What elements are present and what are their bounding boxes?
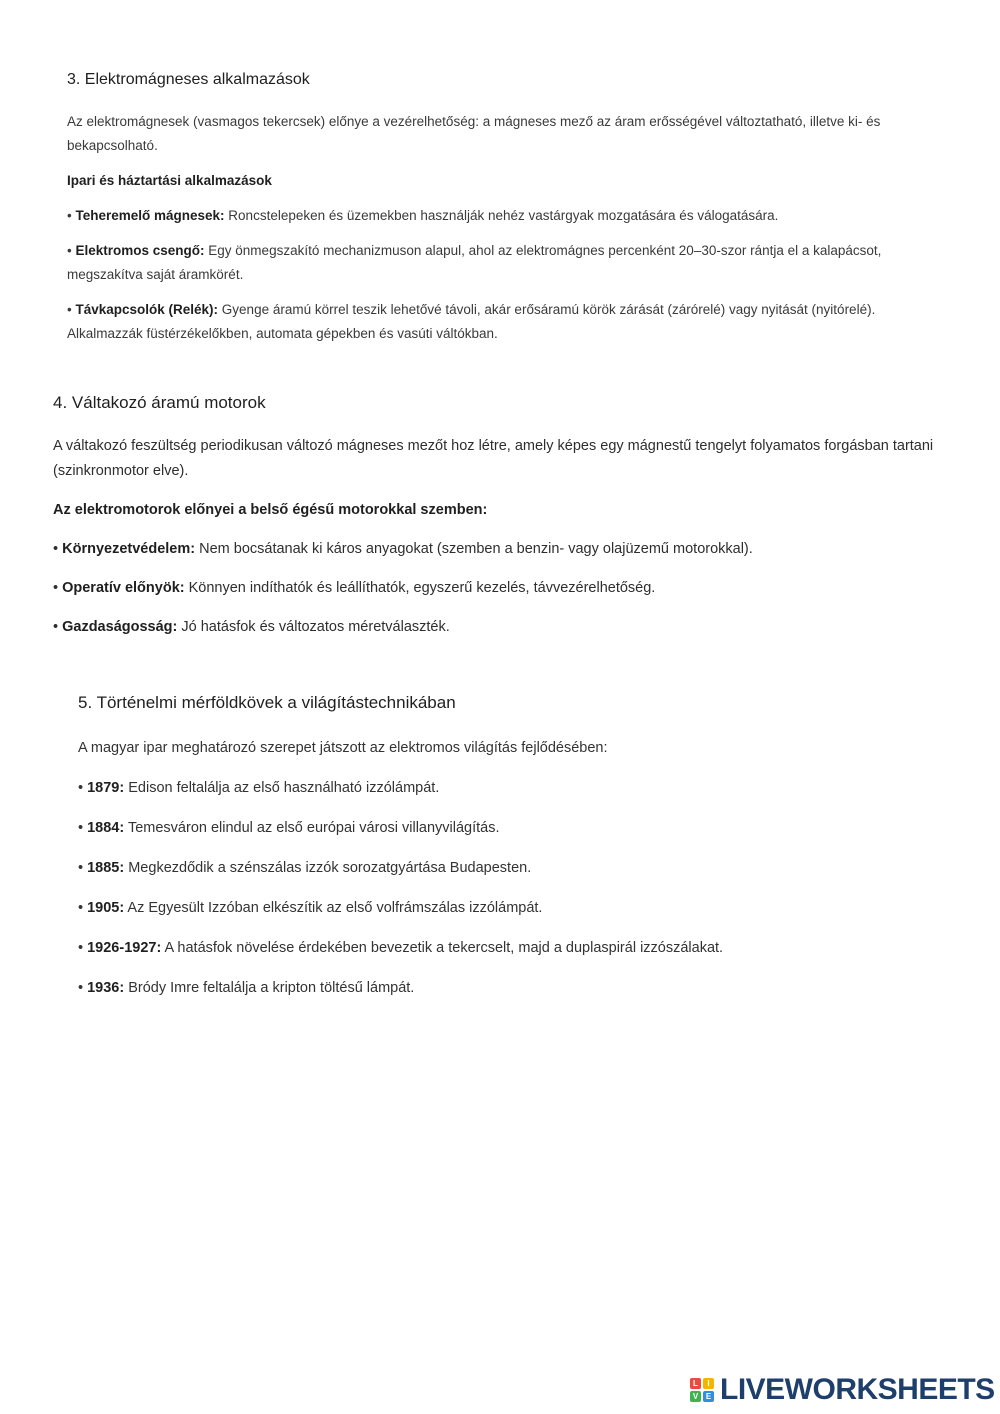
section-4 — [53, 392, 988, 654]
section-5-title: 5. Történelmi mérföldkövek a világítástechnikában — [78, 693, 456, 712]
section-4-title: 4. Váltakozó áramú motorok — [53, 393, 266, 412]
item-text: A hatásfok növelése érdekében bevezetik a tekercselt, majd a duplaspirál izzószálakat. — [161, 940, 724, 956]
section-5-intro: A magyar ipar meghatározó szerepet játszott az elektromos világítás fejlődésében: — [78, 740, 608, 756]
section-3-subheading: Ipari és háztartási alkalmazások — [67, 173, 272, 188]
item-term: 1936: — [87, 980, 125, 996]
list-item — [67, 204, 927, 228]
item-term: Távkapcsolók (Relék): — [75, 302, 219, 317]
item-text: Roncstelepeken és üzemekben használják nehéz vastárgyak mozgatására és válogatására. — [224, 208, 779, 223]
list-item — [78, 976, 958, 1000]
bullet: • — [78, 860, 88, 876]
item-term: 1879: — [87, 780, 125, 796]
item-text: Edison feltalálja az első használható izzólámpát. — [124, 780, 440, 796]
section-5 — [78, 692, 958, 1016]
item-text: Gyenge áramú körrel teszik lehetővé távoli, akár erősáramú körök zárását (zárórelé) vagy nyitását (nyitórelé). Alkalmazzák füstérzékelőkben, automata gépekben és vasúti váltókban. — [67, 302, 876, 341]
list-item — [78, 776, 958, 800]
list-item — [67, 239, 927, 287]
list-item — [78, 936, 958, 960]
section-3-title: 3. Elektromágneses alkalmazások — [67, 71, 310, 88]
item-term: Operatív előnyök: — [62, 580, 185, 596]
liveworksheets-logo — [690, 1374, 995, 1406]
bullet: • — [78, 900, 88, 916]
item-text: Egy önmegszakító mechanizmuson alapul, ahol az elektromágnes percenként 20–30-szor rántja el a kalapácsot, megszakítva saját áramkörét. — [67, 243, 882, 282]
logo-tile: V — [690, 1391, 701, 1402]
item-text: Bródy Imre feltalálja a kripton töltésű lámpát. — [124, 980, 415, 996]
item-term: 1905: — [87, 900, 125, 916]
bullet: • — [53, 580, 63, 596]
item-text: Jó hatásfok és változatos méretválaszték. — [177, 619, 450, 635]
item-term: 1884: — [87, 820, 125, 836]
item-text: Nem bocsátanak ki káros anyagokat (szemben a benzin- vagy olajüzemű motorokkal). — [195, 541, 753, 557]
bullet: • — [78, 980, 88, 996]
bullet: • — [67, 243, 76, 258]
section-3-intro: Az elektromágnesek (vasmagos tekercsek) előnye a vezérelhetőség: a mágneses mező az áram erősségével változtatható, illetve ki- és bekapcsolható. — [67, 114, 881, 153]
list-item — [53, 615, 988, 640]
section-4-subheading: Az elektromotorok előnyei a belső égésű motorokkal szemben: — [53, 502, 488, 518]
list-item — [78, 816, 958, 840]
bullet: • — [78, 820, 88, 836]
bullet: • — [78, 780, 88, 796]
section-4-intro: A váltakozó feszültség periodikusan változó mágneses mezőt hoz létre, amely képes egy mágnestű tengelyt folyamatos forgásban tartani (szinkronmotor elve). — [53, 438, 934, 479]
logo-text: LIVEWORKSHEETS — [720, 1373, 995, 1406]
list-item — [78, 896, 958, 920]
list-item — [53, 537, 988, 562]
bullet: • — [78, 940, 88, 956]
item-term: Elektromos csengő: — [75, 243, 205, 258]
list-item — [67, 298, 927, 346]
item-term: Gazdaságosság: — [62, 619, 178, 635]
bullet: • — [67, 208, 76, 223]
item-text: Könnyen indíthatók és leállíthatók, egyszerű kezelés, távvezérelhetőség. — [184, 580, 656, 596]
item-text: Az Egyesült Izzóban elkészítik az első volfrámszálas izzólámpát. — [124, 900, 543, 916]
section-3 — [67, 70, 927, 357]
bullet: • — [53, 619, 63, 635]
list-item — [53, 576, 988, 601]
item-text: Megkezdődik a szénszálas izzók sorozatgyártása Budapesten. — [124, 860, 532, 876]
item-term: 1885: — [87, 860, 125, 876]
item-term: Teheremelő mágnesek: — [75, 208, 225, 223]
list-item — [78, 856, 958, 880]
logo-tile: E — [703, 1391, 714, 1402]
bullet: • — [53, 541, 63, 557]
logo-tile: I — [703, 1378, 714, 1389]
logo-tile: L — [690, 1378, 701, 1389]
item-term: 1926-1927: — [87, 940, 162, 956]
bullet: • — [67, 302, 76, 317]
item-text: Temesváron elindul az első európai városi villanyvilágítás. — [124, 820, 500, 836]
logo-mark-icon — [690, 1378, 714, 1402]
item-term: Környezetvédelem: — [62, 541, 196, 557]
